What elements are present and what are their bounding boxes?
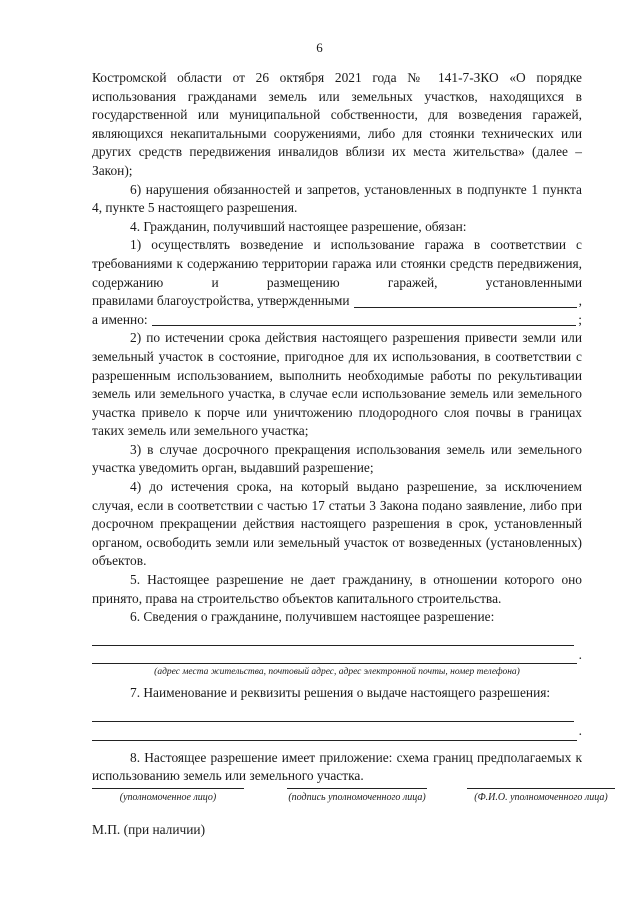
blank-line-citizen-2 [92, 646, 582, 665]
paragraph-obligation-1: 1) осуществлять возведение и использование гаража в соответствии с требованиями к содержанию территории гаража или стоянки средств передвижения, содержанию и размещению гаражей, установленными [92, 237, 582, 290]
signature-name-block [467, 788, 615, 804]
paragraph-obligation-4: 4) до истечения срока, на который выдано разрешение, за исключением случая, если в соответствии с частью 17 статьи 3 Закона подано заявление, либо при досрочном прекращении действия настоящего разрешения в срок, установленный органом, освободить земли или земельный участок от возведенных (установленных) объектов. [92, 479, 582, 569]
paragraph-section-4: 4. Гражданин, получивший настоящее разрешение, обязан: [130, 218, 467, 234]
signature-official-line[interactable] [92, 788, 244, 789]
stamp-note: М.П. (при наличии) [92, 822, 206, 837]
page-number: 6 [316, 40, 323, 55]
rules-end: , [578, 293, 582, 309]
rules-label: правилами благоустройства, утвержденными [92, 293, 350, 309]
signature-name-line[interactable] [467, 788, 615, 789]
citizen-caption: (адрес места жительства, почтовый адрес, адрес электронной почты, номер телефона) [154, 667, 520, 678]
paragraph-section-7: 7. Наименование и реквизиты решения о выдаче настоящего разрешения: [130, 685, 551, 701]
paragraph-law-reference: Костромской области от 26 октября 2021 года № 141-7-ЗКО «О порядке использования гражданами земель или земельных участков, находящихся в государственной или муниципальной собственности, для возведения гаражей, являющихся некапитальными сооружениями, либо для стоянки технических или других средств передвижения инвалидов вблизи их места жительства» (далее – Закон); [92, 70, 582, 178]
blank-field-decision[interactable] [92, 724, 577, 741]
blank-line-decision-1[interactable] [92, 703, 574, 722]
decision-end: . [578, 723, 582, 738]
paragraph-section-5: 5. Настоящее разрешение не дает гражданину, в отношении которого оно принято, права на строительство объектов капитального строительства. [92, 572, 582, 606]
fill-line-rules [92, 292, 582, 311]
signature-name-caption: (Ф.И.О. уполномоченного лица) [474, 792, 608, 803]
paragraph-item-6: 6) нарушения обязанностей и запретов, установленных в подпункте 1 пункта 4, пункте 5 настоящего разрешения. [92, 181, 582, 216]
paragraph-obligation-2: 2) по истечении срока действия настоящего разрешения привести земли или земельный участок в состояние, пригодное для их использования, в соответствии с разрешенным использованием, выполнить необходимые работы по рекультивации земель или земельного участка, в случае если использование земель или земельного участка привело к порче или уничтожению плодородного слоя почвы в границах таких земель или земельного участка; [92, 330, 582, 439]
signature-sign-line[interactable] [287, 788, 427, 789]
paragraph-obligation-3: 3) в случае досрочного прекращения использования земель или земельного участка уведомить орган, выдавший разрешение; [92, 441, 582, 476]
document-body [92, 69, 582, 786]
fill-line-namely [92, 311, 582, 330]
blank-line-decision-2 [92, 722, 582, 741]
blank-field-namely[interactable] [152, 313, 577, 326]
paragraph-section-6: 6. Сведения о гражданине, получившем настоящее разрешение: [130, 609, 495, 625]
signature-sign-caption: (подпись уполномоченного лица) [288, 792, 426, 803]
signature-official-caption: (уполномоченное лицо) [119, 792, 217, 803]
blank-line-citizen-1[interactable] [92, 627, 574, 646]
namely-label: а именно: [92, 311, 148, 327]
namely-end: ; [578, 311, 582, 327]
paragraph-section-8: 8. Настоящее разрешение имеет приложение: схема границ предполагаемых к использованию земель или земельного участка. [92, 749, 582, 784]
signature-sign-block [287, 788, 427, 804]
citizen-end: . [578, 646, 582, 662]
blank-field-citizen[interactable] [92, 647, 577, 664]
blank-field-rules[interactable] [354, 295, 577, 308]
signature-official-block [92, 788, 244, 804]
